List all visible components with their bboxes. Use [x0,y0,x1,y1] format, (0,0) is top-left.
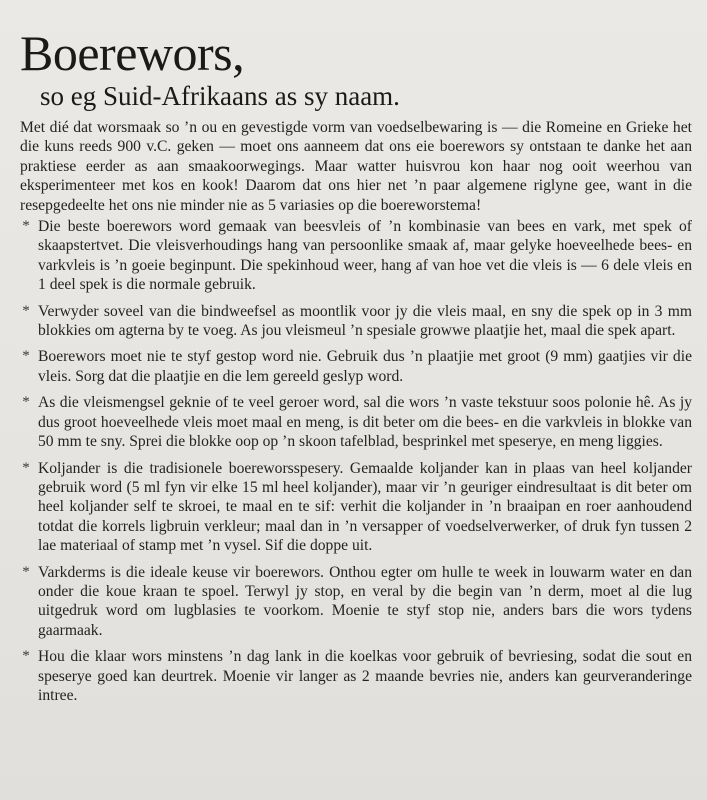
page-subtitle: so eg Suid-Afrikaans as sy naam. [40,81,400,111]
asterisk-bullet-icon: * [22,302,30,319]
asterisk-bullet-icon: * [22,648,30,665]
tip-item [20,217,692,295]
tip-item [20,393,692,451]
tips-list [20,217,692,705]
tip-text: Verwyder soveel van die bindweefsel as moontlik voor jy die vleis maal, en sny die spek op in 3 mm blokkies om agterna by te voeg. As jou vleismeul ’n spesiale growwe plaatjie het, maal die spek apart. [38,302,692,340]
tip-text: Varkderms is die ideale keuse vir boerewors. Onthou egter om hulle te week in louwarm water en dan onder die koue kraan te spoel. Terwyl jy stop, en veral by die begin van ’n derm, moet al die lug uitgedruk word om lugblasies te voorkom. Moenie te styf stop nie, anders bars die wors tydens gaarmaak. [38,563,692,639]
tip-text: Die beste boerewors word gemaak van beesvleis of ’n kombinasie van bees en vark, met spek of skaapstertvet. Die vleisverhoudings hang van persoonlike smaak af, maar gelyke hoeveelhede bees- en varkvleis is ’n goeie beginpunt. Die spekinhoud weer, hang af van hoe vet die vleis is — 6 dele vleis en 1 deel spek is die normale gebruik. [38,218,692,294]
tip-item [20,563,692,641]
tip-item [20,302,692,341]
asterisk-bullet-icon: * [22,563,30,580]
asterisk-bullet-icon: * [22,394,30,411]
tip-text: Hou die klaar wors minstens ’n dag lank in die koelkas voor gebruik of bevriesing, sodat die sout en speserye goed kan deurtrek. Moenie vir langer as 2 maande bevries nie, anders kan geurveranderinge intree. [38,648,692,704]
asterisk-bullet-icon: * [22,218,30,235]
asterisk-bullet-icon: * [22,459,30,476]
tip-item [20,459,692,556]
tip-text: As die vleismengsel geknie of te veel geroer word, sal die wors ’n vaste tekstuur soos polonie hê. As jy dus groot hoeveelhede vleis moet maal en meng, is dit beter om die bees- en die varkvleis in blokke van 50 mm te sny. Sprei die blokke oop op ’n skoon tafelblad, besprinkel met speserye, en meng liggies. [38,394,692,451]
tip-text: Boerewors moet nie te styf gestop word nie. Gebruik dus ’n plaatjie met groot (9 mm) gaatjies vir die vleis. Sorg dat die plaatjie en die lem gereeld geslyp word. [38,348,692,385]
asterisk-bullet-icon: * [22,348,30,365]
intro-paragraph: Met dié dat worsmaak so ’n ou en gevestigde vorm van voedselbewaring is — die Romeine en Grieke het die kuns reeds 900 v.C. geken — moet ons aanneem dat ons eie boerewors sy ontstaan te danke het aan praktiese eerder as aan smaakoorwegings. Maar watter huisvrou kon haar nog ooit weerhou van eksperimenteer met kos en kook! Daarom dat ons hier net ’n paar algemene riglyne gee, want in die resepgedeelte het ons nie minder nie as 5 variasies op die boereworstema! [20,119,692,214]
tip-item [20,347,692,386]
article-body [20,118,692,712]
page-title: Boerewors, [20,25,245,81]
tip-text: Koljander is die tradisionele boereworsspesery. Gemaalde koljander kan in plaas van heel koljander gebruik word (5 ml fyn vir elke 15 ml heel koljander), maar vir ’n geuriger eindresultaat is dit beter om heel koljander self te skroei, te maal en te sif: verhit die koljander in ’n braaipan en roer aanhoudend totdat die korrels ligbruin verkleur; maal dan in ’n versapper of voedselverwerker, of druk fyn tussen 2 lae materiaal of stamp met ’n vysel. Sif die doppe uit. [38,459,692,555]
tip-item [20,647,692,705]
